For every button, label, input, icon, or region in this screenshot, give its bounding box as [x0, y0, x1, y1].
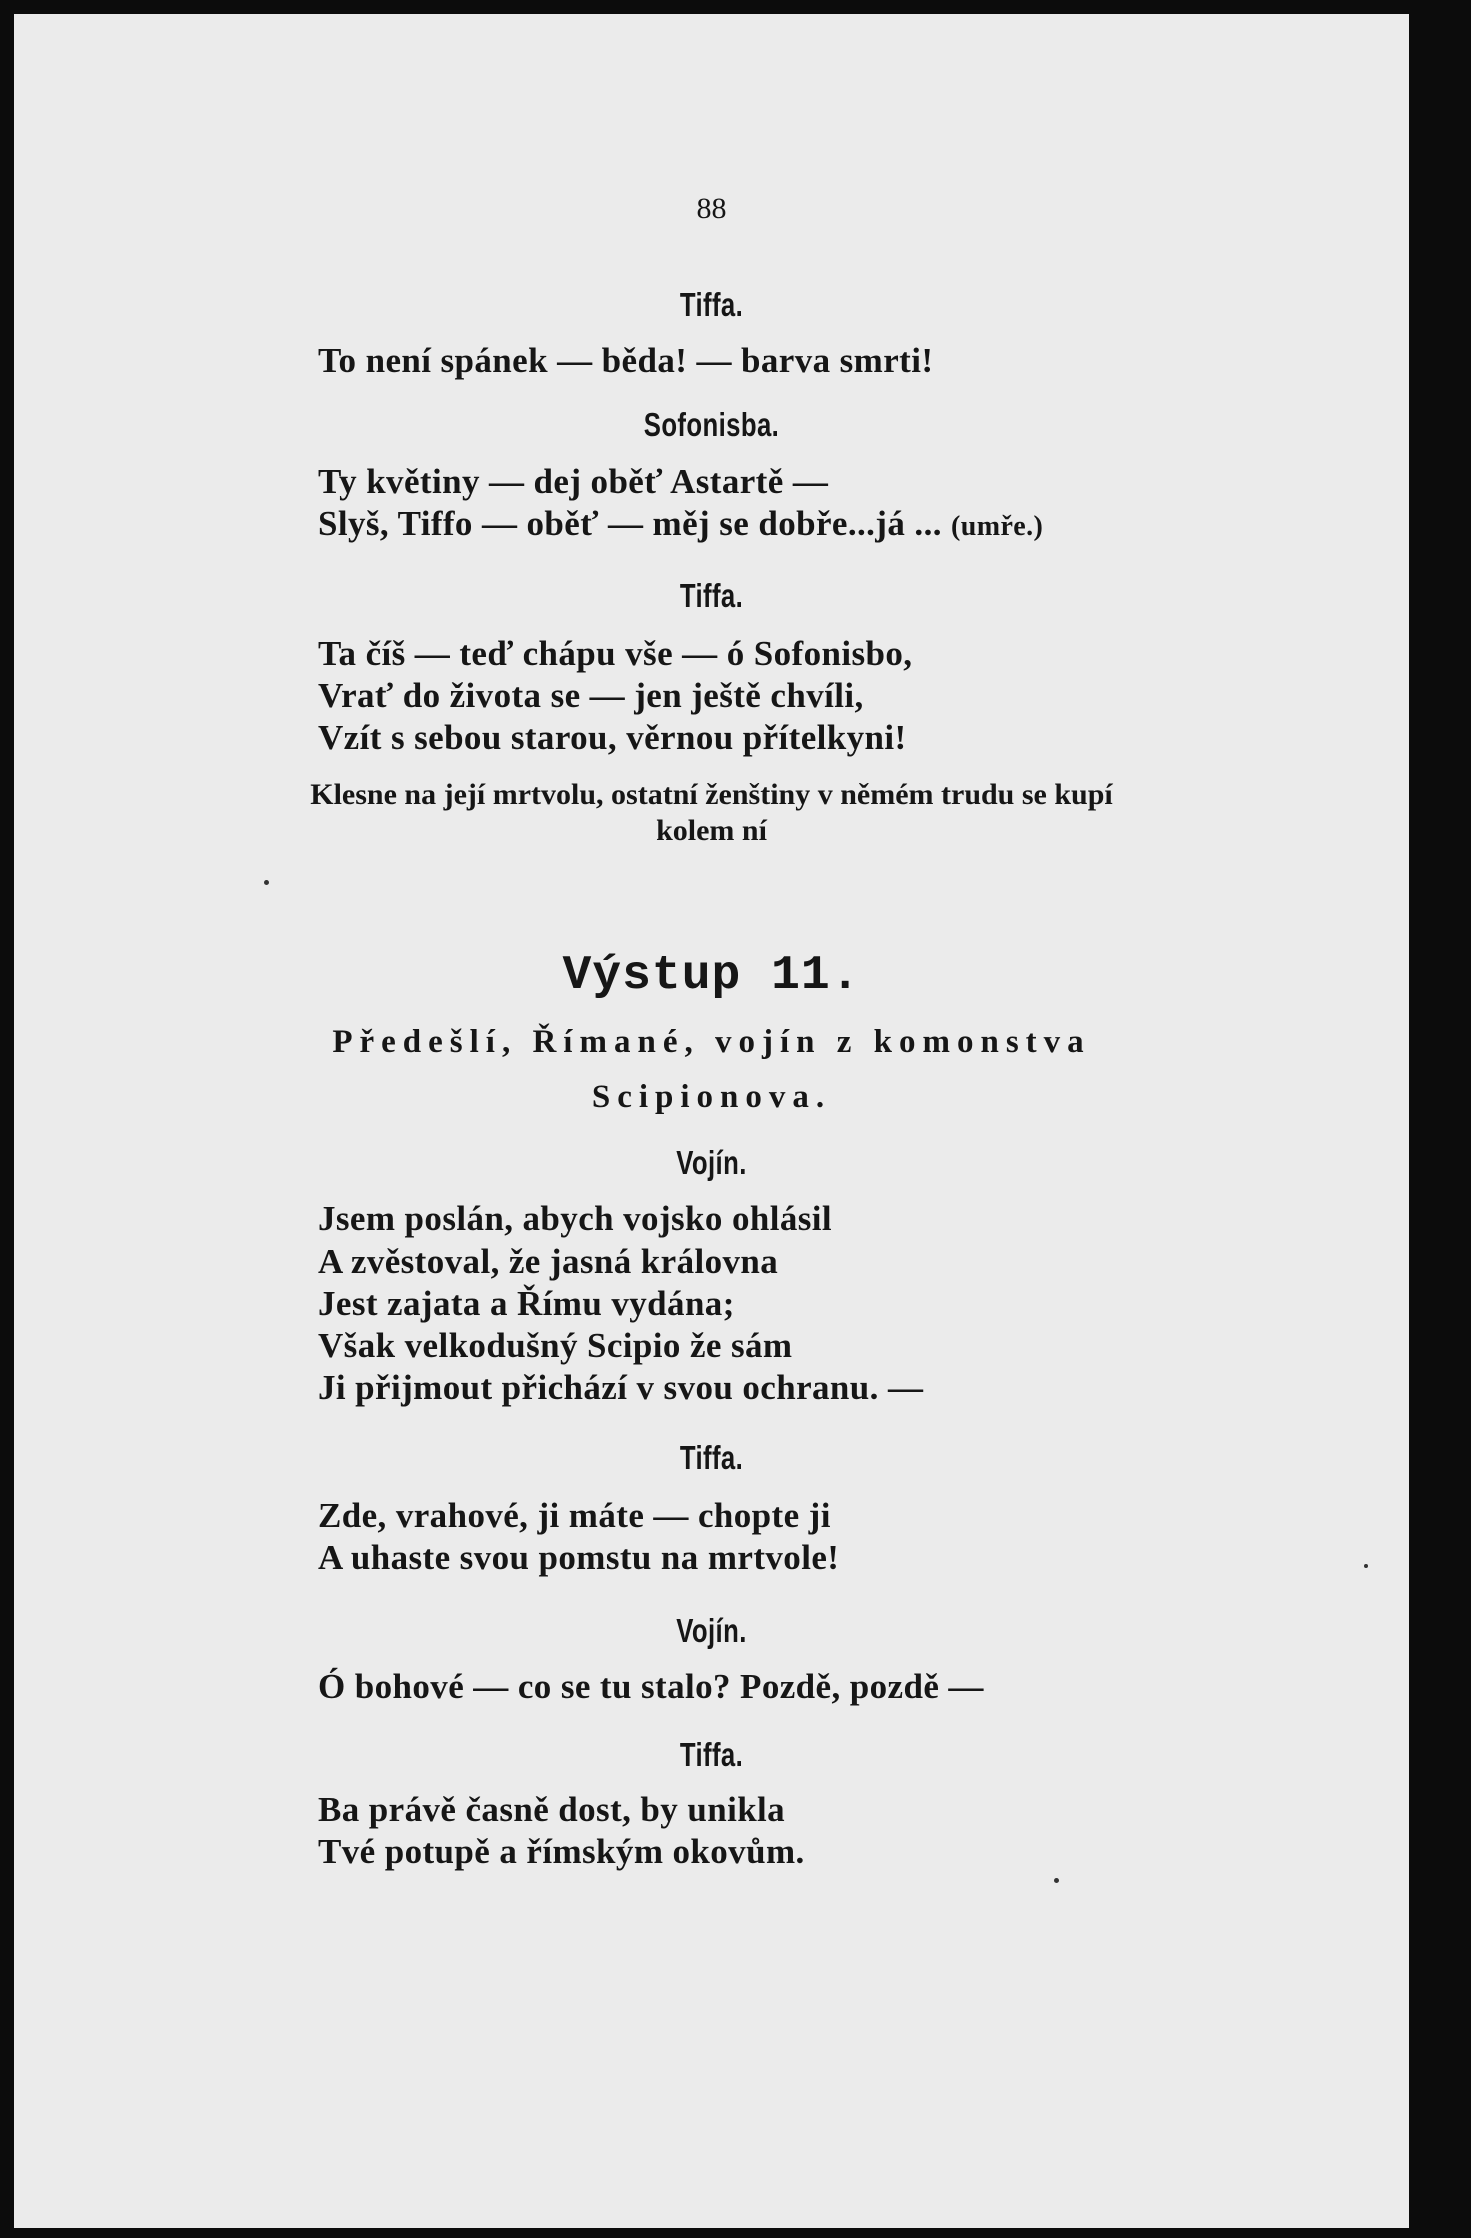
print-speck	[1054, 1878, 1059, 1883]
verse-line: Ta číš — teď chápu vše — ó Sofonisbo,	[318, 634, 913, 673]
scene-heading: Výstup 11.	[562, 949, 861, 1003]
verse-line: Slyš, Tiffo — oběť — měj se dobře...já ... (umře.)	[318, 504, 1044, 543]
binding-edge	[1409, 0, 1471, 2238]
verse-line: Zde, vrahové, ji máte — chopte ji	[318, 1496, 831, 1535]
verse-line: Ó bohové — co se tu stalo? Pozdě, pozdě —	[318, 1667, 984, 1706]
verse-line: A zvěstoval, že jasná královna	[318, 1242, 779, 1281]
stage-aside: (umře.)	[951, 511, 1044, 542]
print-speck	[264, 880, 269, 885]
stage-direction-line: Klesne na její mrtvolu, ostatní ženštiny v němém trudu se kupí	[310, 778, 1113, 811]
scene-cast-line: Scipionova.	[591, 1079, 832, 1115]
book-page	[14, 14, 1409, 2228]
page-number: 88	[696, 192, 727, 225]
verse-line: Vzít s sebou starou, věrnou přítelkyni!	[318, 718, 907, 757]
speaker-tiffa-2: Tiffa.	[679, 577, 744, 614]
speaker-vojin-1: Vojín.	[676, 1144, 747, 1181]
verse-line: Jsem poslán, abych vojsko ohlásil	[318, 1199, 833, 1238]
print-speck	[1364, 1564, 1368, 1568]
verse-line: Jest zajata a Římu vydána;	[318, 1284, 735, 1323]
verse-line: A uhaste svou pomstu na mrtvole!	[318, 1538, 840, 1577]
stage-direction-line: kolem ní	[656, 814, 767, 847]
verse-line: Ty květiny — dej oběť Astartě —	[318, 462, 829, 501]
verse-line: Ba právě časně dost, by unikla	[318, 1790, 786, 1829]
speaker-sofonisba: Sofonisba.	[643, 406, 780, 443]
speaker-tiffa-1: Tiffa.	[679, 286, 744, 323]
verse-line: Vrať do života se — jen ještě chvíli,	[318, 676, 864, 715]
verse-line: To není spánek — běda! — barva smrti!	[318, 341, 934, 380]
speaker-vojin-2: Vojín.	[676, 1612, 747, 1649]
speaker-tiffa-4: Tiffa.	[679, 1736, 744, 1773]
speaker-tiffa-3: Tiffa.	[679, 1439, 744, 1476]
verse-line: Ji přijmout přichází v svou ochranu. —	[318, 1368, 924, 1407]
scene-cast-line: Předešlí, Římané, vojín z komonstva	[332, 1024, 1091, 1060]
verse-line: Tvé potupě a římským okovům.	[318, 1832, 805, 1871]
verse-line: Však velkodušný Scipio že sám	[318, 1326, 793, 1365]
